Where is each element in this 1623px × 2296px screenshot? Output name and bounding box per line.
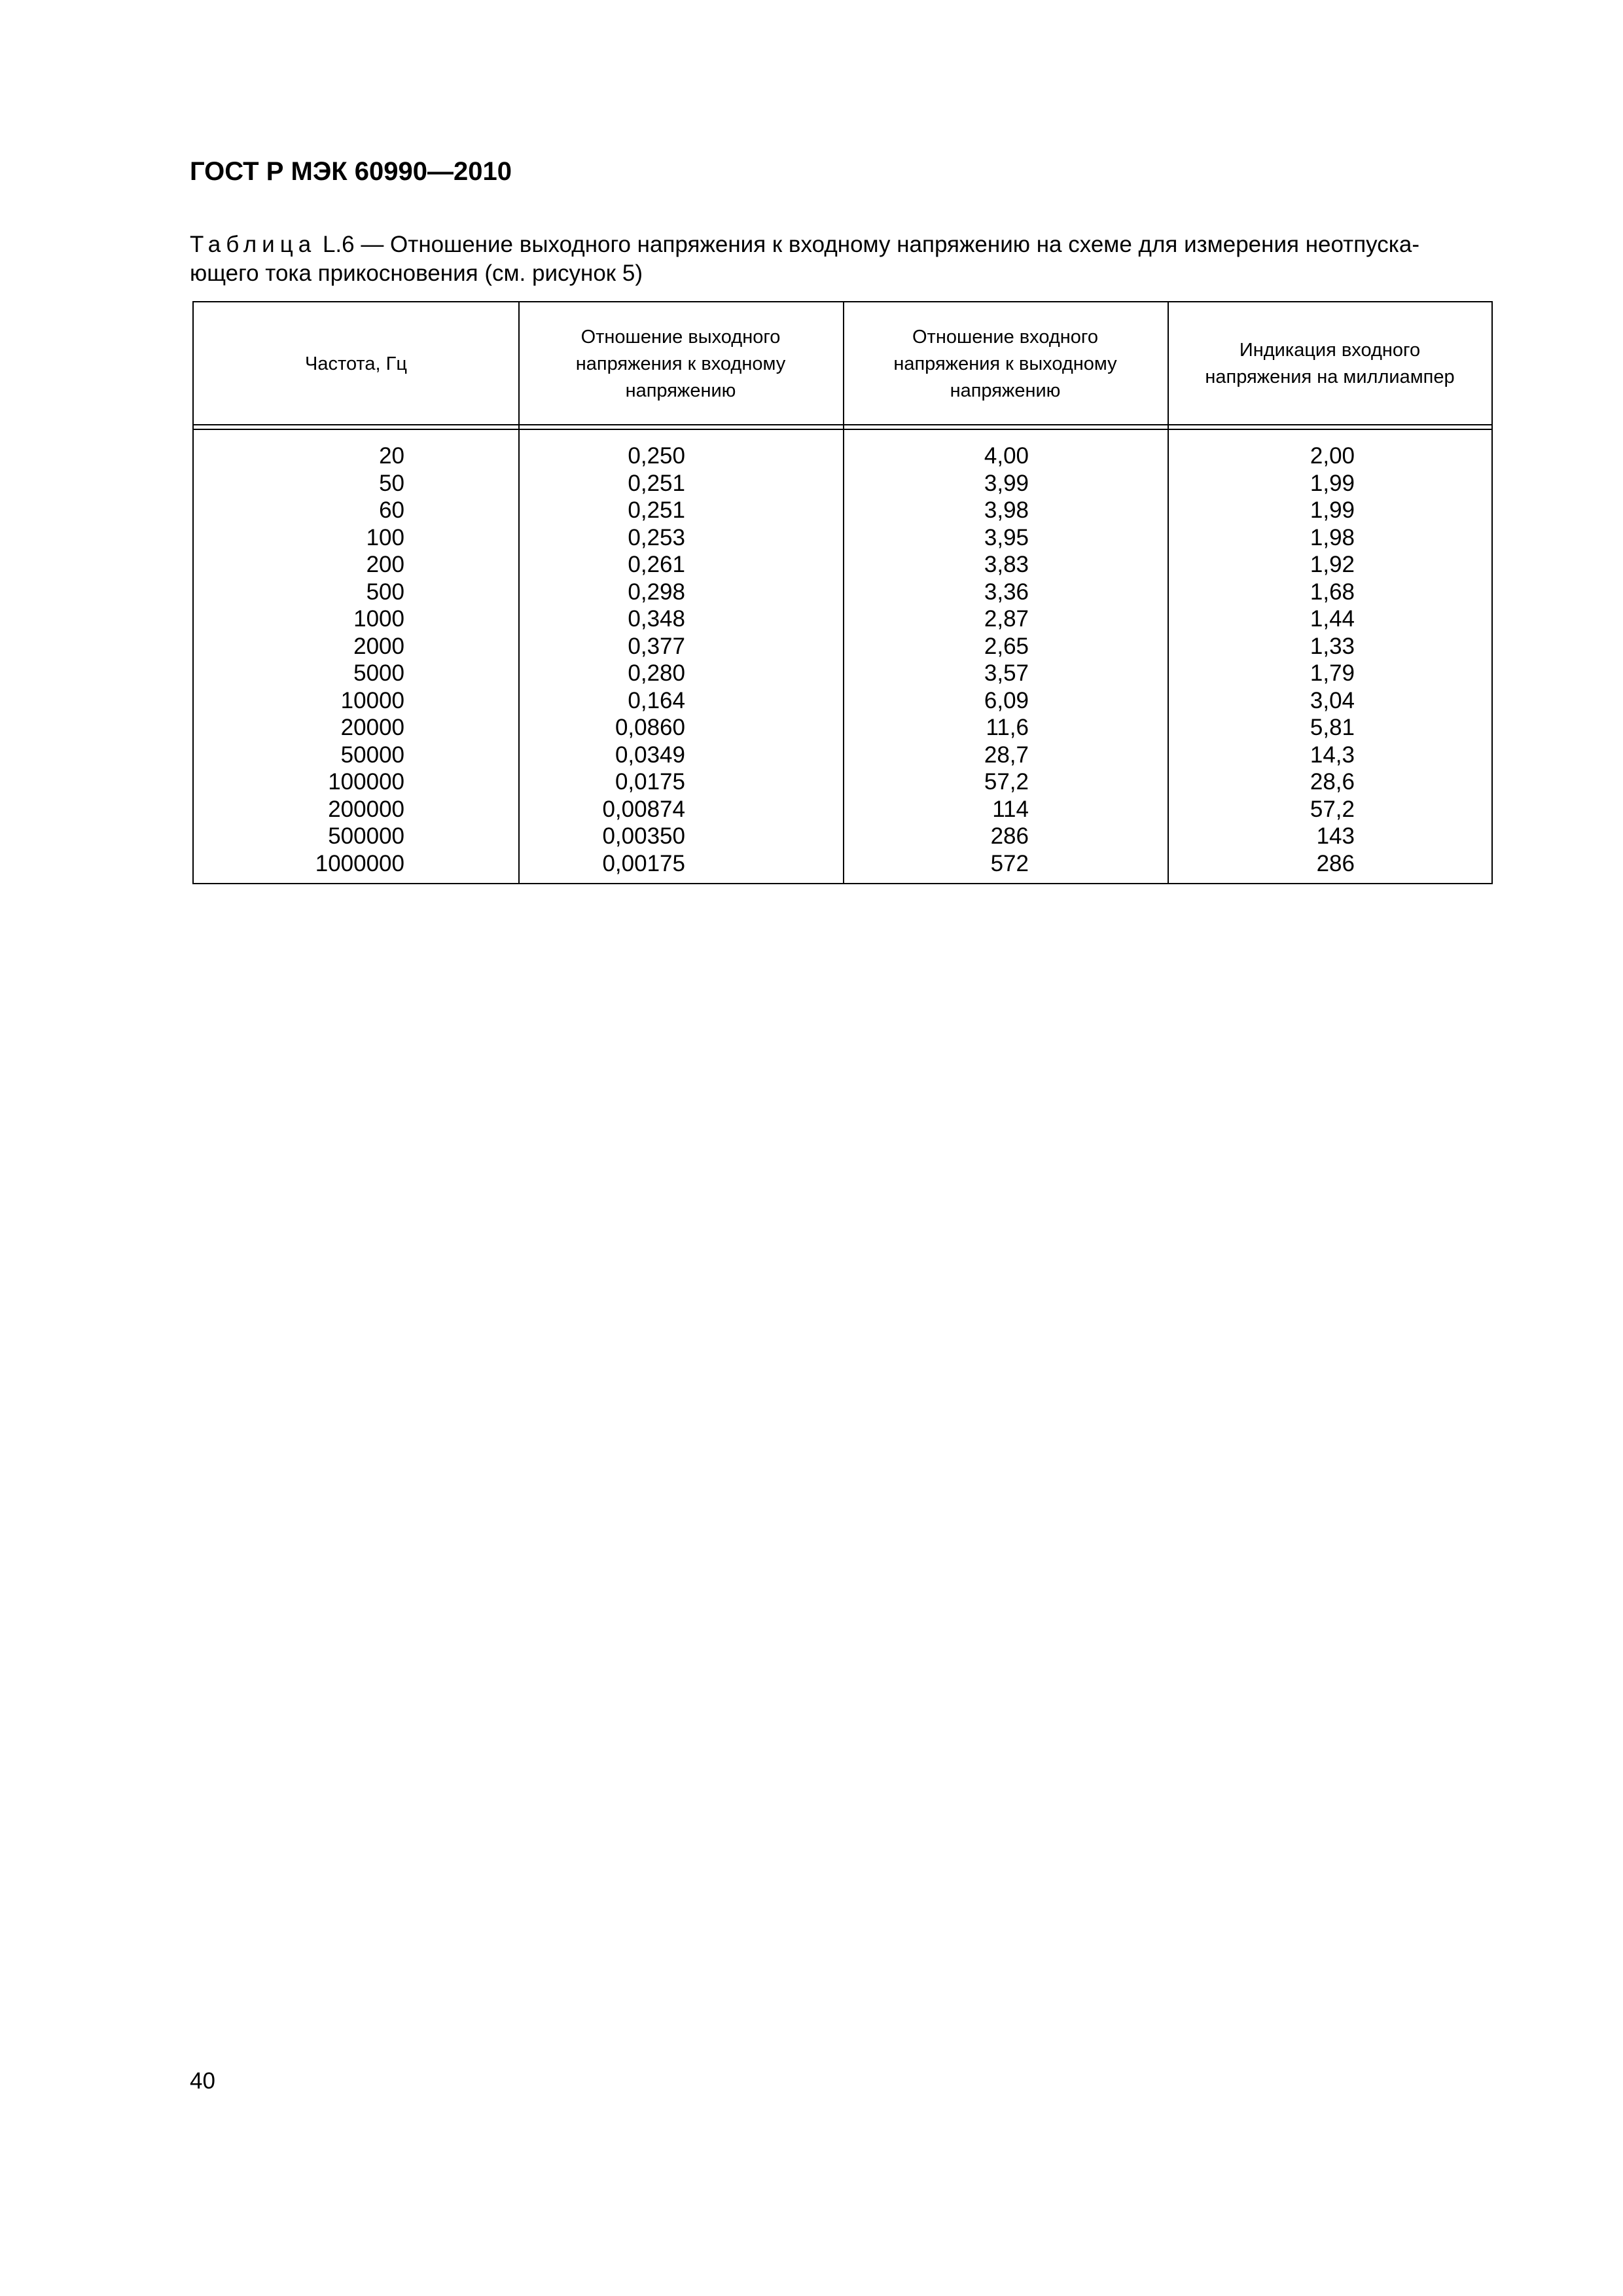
table-cell: 3,57 xyxy=(984,660,1029,686)
table-cell: 57,2 xyxy=(1310,796,1355,822)
table-cell: 1,33 xyxy=(1310,633,1355,659)
table-row xyxy=(194,823,1491,850)
table-cell: 0,251 xyxy=(628,470,685,496)
table-row xyxy=(194,850,1491,877)
table-cell: 2000 xyxy=(353,633,404,659)
data-table xyxy=(192,301,1493,884)
table-cell: 0,00350 xyxy=(602,823,685,849)
table-row xyxy=(194,442,1491,469)
table-cell: 50000 xyxy=(340,742,404,768)
table-row xyxy=(194,742,1491,768)
header-input-voltage-per-ma: Индикация входного напряжения на миллиампер xyxy=(1205,340,1455,387)
table-cell: 3,98 xyxy=(984,497,1029,523)
table-cell: 11,6 xyxy=(986,715,1029,740)
table-cell: 0,298 xyxy=(628,579,685,605)
table-row xyxy=(194,768,1491,795)
document-header: ГОСТ Р МЭК 60990—2010 xyxy=(190,157,512,186)
table-row xyxy=(194,660,1491,687)
table-row xyxy=(194,497,1491,524)
table-cell: 3,04 xyxy=(1310,687,1355,713)
table-cell: 4,00 xyxy=(984,443,1029,469)
table-caption xyxy=(190,230,1492,288)
table-cell: 0,280 xyxy=(628,660,685,686)
table-cell: 50 xyxy=(379,470,404,496)
header-frequency: Частота, Гц xyxy=(305,353,407,374)
table-cell: 5,81 xyxy=(1310,715,1355,740)
table-cell: 0,0349 xyxy=(615,742,685,768)
table-row xyxy=(194,687,1491,714)
caption-label: Таблица xyxy=(190,232,317,257)
caption-text-line2: ющего тока прикосновения (см. рисунок 5) xyxy=(190,260,643,286)
table-cell: 0,164 xyxy=(628,687,685,713)
table-cell: 572 xyxy=(990,850,1029,876)
table-cell: 60 xyxy=(379,497,404,523)
table-cell: 6,09 xyxy=(984,687,1029,713)
table-cell: 286 xyxy=(1316,850,1355,876)
header-output-input-ratio: Отношение выходного напряжения к входному напряжению xyxy=(575,326,786,401)
table-cell: 0,00874 xyxy=(602,796,685,822)
table-cell: 0,250 xyxy=(628,443,685,469)
table-cell: 3,99 xyxy=(984,470,1029,496)
table-cell: 5000 xyxy=(353,660,404,686)
table-cell: 20 xyxy=(379,443,404,469)
table-row xyxy=(194,605,1491,632)
caption-text-line1: L.6 — Отношение выходного напряжения к входному напряжению на схеме для измерения неотпуска- xyxy=(316,232,1419,257)
table-cell: 0,377 xyxy=(628,633,685,659)
table-cell: 1,99 xyxy=(1310,497,1355,523)
table-row xyxy=(194,470,1491,497)
table-cell: 57,2 xyxy=(984,769,1029,795)
table-cell: 3,36 xyxy=(984,579,1029,605)
table-row xyxy=(194,551,1491,578)
table-cell: 0,253 xyxy=(628,524,685,550)
table-cell: 100 xyxy=(366,524,404,550)
table-cell: 3,95 xyxy=(984,524,1029,550)
table-row xyxy=(194,714,1491,741)
table-cell: 0,0175 xyxy=(615,769,685,795)
table-cell: 1000 xyxy=(353,606,404,632)
table-cell: 1,79 xyxy=(1310,660,1355,686)
table-cell: 500000 xyxy=(328,823,404,849)
table-row xyxy=(194,633,1491,660)
table-cell: 1000000 xyxy=(315,850,404,876)
table-row xyxy=(194,579,1491,605)
table-cell: 28,7 xyxy=(984,742,1029,768)
table-cell: 200 xyxy=(366,552,404,577)
table-cell: 2,87 xyxy=(984,606,1029,632)
table-cell: 14,3 xyxy=(1310,742,1355,768)
header-input-output-ratio: Отношение входного напряжения к выходному напряжению xyxy=(893,326,1117,401)
table-cell: 286 xyxy=(990,823,1029,849)
table-cell: 1,68 xyxy=(1310,579,1355,605)
table-cell: 20000 xyxy=(340,715,404,740)
table-cell: 100000 xyxy=(328,769,404,795)
table-cell: 2,00 xyxy=(1310,443,1355,469)
table-cell: 0,0860 xyxy=(615,715,685,740)
table-cell: 10000 xyxy=(340,687,404,713)
table-cell: 0,251 xyxy=(628,497,685,523)
table-row xyxy=(194,524,1491,551)
table-cell: 0,00175 xyxy=(602,850,685,876)
table-row xyxy=(194,796,1491,823)
table-cell: 0,261 xyxy=(628,552,685,577)
table-cell: 143 xyxy=(1316,823,1355,849)
table-cell: 1,98 xyxy=(1310,524,1355,550)
page-number: 40 xyxy=(190,2068,215,2094)
table-cell: 1,92 xyxy=(1310,552,1355,577)
table-cell: 500 xyxy=(366,579,404,605)
table-cell: 200000 xyxy=(328,796,404,822)
table-cell: 1,99 xyxy=(1310,470,1355,496)
table-cell: 0,348 xyxy=(628,606,685,632)
table-cell: 3,83 xyxy=(984,552,1029,577)
table-cell: 114 xyxy=(992,796,1029,822)
table-cell: 1,44 xyxy=(1310,606,1355,632)
table-cell: 2,65 xyxy=(984,633,1029,659)
table-cell: 28,6 xyxy=(1310,769,1355,795)
